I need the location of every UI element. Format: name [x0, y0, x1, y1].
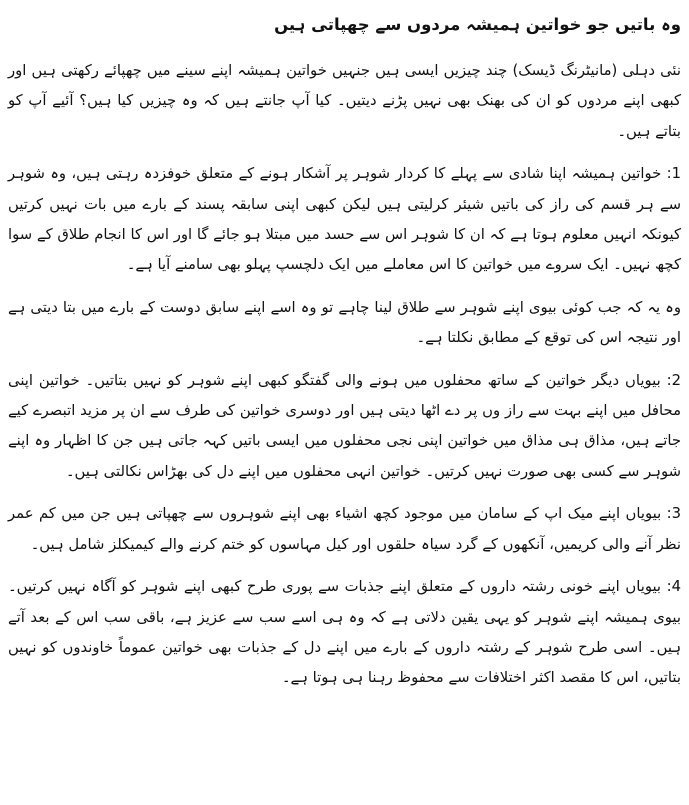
point-3-paragraph: 3: بیویاں اپنے میک اپ کے سامان میں موجود کچھ اشیاء بھی اپنے شوہروں سے چھپاتی ہیں جن میں کم عمر نظر آنے والی کریمیں، آنکھوں کے گرد سیاہ حلقوں اور کیل مہاسوں کو ختم کرنے والے کیمیکلز شامل ہیں۔	[8, 505, 681, 553]
intro-paragraph: نئی دہلی (مانیٹرنگ ڈیسک) چند چیزیں ایسی ہیں جنہیں خواتین ہمیشہ اپنے سینے میں چھپائے رکھتی ہیں اور کبھی اپنے مردوں کو ان کی بھنک بھی نہیں پڑنے دیتیں۔ کیا آپ جانتے ہیں کہ وہ چیزیں کیا ہیں؟ آئیے آپ کو بتاتے ہیں۔	[8, 62, 681, 140]
point-4-paragraph: 4: بیویاں اپنے خونی رشتہ داروں کے متعلق اپنے جذبات سے پوری طرح کبھی اپنے شوہر کو آگاہ نہیں کرتیں۔ بیوی ہمیشہ اپنے شوہر کو یہی یقین دلاتی ہے کہ وہ ہی اسے سب سے عزیز ہے، باقی سب اس کے بعد آتے ہیں۔ اسی طرح شوہر کے رشتہ داروں کے بارے میں اپنے دل کے جذبات بھی خواتین عموماً خاوندوں کو نہیں بتاتیں، اس کا مقصد اکثر اختلافات سے محفوظ رہنا ہی ہوتا ہے۔	[8, 578, 681, 687]
article-title: وہ باتیں جو خواتین ہمیشہ مردوں سے چھپاتی ہیں	[274, 15, 681, 34]
point-1-continuation-paragraph: وہ یہ کہ جب کوئی بیوی اپنے شوہر سے طلاق لینا چاہے تو وہ اسے اپنے سابق دوست کے بارے میں بتا دیتی ہے اور نتیجہ اس کی توقع کے مطابق نکلتا ہے۔	[8, 298, 681, 347]
point-2-paragraph: 2: بیویاں دیگر خواتین کے ساتھ محفلوں میں ہونے والی گفتگو کبھی اپنے شوہر کو نہیں بتاتیں۔ خواتین اپنی محافل میں اپنے بہت سے راز وں پر دے اٹھا دیتی ہیں اور دوسری خواتین کی طرف سے ان پر مزید اتبصرے کیے جاتے ہیں، مذاق ہی مذاق میں خواتین اپنی نجی محفلوں میں ایسی باتیں کہہ جاتی ہیں جن کا اظہار وہ اپنے شوہر سے کسی بھی صورت نہیں کرتیں۔ خواتین انہی محفلوں میں اپنے دل کی بھڑاس نکالتی ہیں۔	[8, 371, 681, 480]
point-1-paragraph: 1: خواتین ہمیشہ اپنا شادی سے پہلے کا کردار شوہر پر آشکار ہونے کے متعلق خوفزدہ رہتی ہیں، وہ شوہر سے ہر قسم کی راز کی باتیں شیئر کرلیتی ہیں لیکن کبھی اپنی سابقہ پسند کے بارے میں بات نہیں کرتیں کیونکہ انہیں معلوم ہوتا ہے کہ ان کا شوہر اس سے حسد میں مبتلا ہو جائے گا اور اس کا انجام طلاق کے سوا کچھ نہیں۔ ایک سروے میں خواتین کا اس معاملے میں ایک دلچسپ پہلو بھی سامنے آیا ہے۔	[8, 165, 681, 274]
